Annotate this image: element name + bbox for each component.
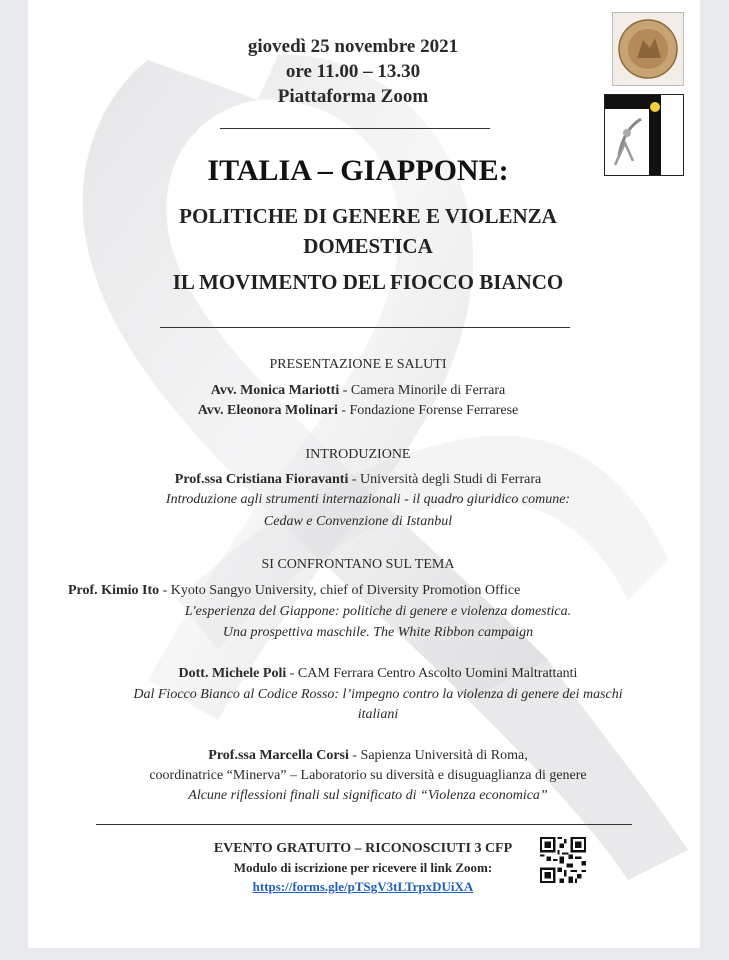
section-heading: SI CONFRONTANO SUL TEMA — [261, 557, 455, 572]
event-details — [208, 34, 498, 109]
section-presentazione — [128, 355, 588, 421]
speaker-row — [128, 381, 588, 401]
section-introduzione — [88, 445, 628, 532]
section-heading: PRESENTAZIONE E SALUTI — [269, 357, 447, 372]
speaker-affiliation: - Camera Minorile di Ferrara — [339, 383, 506, 398]
talk-topic: Cedaw e Convenzione di Istanbul — [263, 514, 453, 529]
event-free-notice: EVENTO GRATUITO – RICONOSCIUTI 3 CFP — [213, 841, 513, 856]
talk-topic-block — [68, 685, 688, 725]
subtitle-line-3: IL MOVIMENTO DEL FIOCCO BIANCO — [172, 270, 564, 294]
event-date: giovedì 25 novembre 2021 — [247, 36, 459, 57]
speaker-role: coordinatrice “Minerva” – Laboratorio su diversità e disuguaglianza di genere — [149, 768, 587, 783]
speaker-row — [128, 401, 588, 421]
event-platform: Piattaforma Zoom — [277, 86, 429, 107]
speaker-row — [68, 746, 668, 766]
talk-topic: Dal Fiocco Bianco al Codice Rosso: l’impegno contro la violenza di genere dei maschi — [133, 687, 623, 702]
subtitle-line-1: POLITICHE DI GENERE E VIOLENZA — [179, 204, 557, 228]
speaker-affiliation: - Università degli Studi di Ferrara — [348, 472, 542, 487]
event-time: ore 11.00 – 13.30 — [285, 61, 421, 82]
talk-topic: Introduzione agli strumenti internazionali - il quadro giuridico comune: — [165, 492, 571, 507]
talk-topic: L'esperienza del Giappone: politiche di genere e violenza domestica. — [184, 604, 572, 619]
fondazione-forense-logo — [612, 12, 684, 86]
talk-topic: italiani — [357, 707, 399, 722]
registration-link[interactable]: https://forms.gle/pTSgV3tLTrpxDUiXA — [252, 879, 474, 894]
speaker-row — [98, 664, 658, 684]
talk-topic: Alcune riflessioni finali sul significato di “Violenza economica” — [188, 788, 548, 803]
camera-minorile-logo — [604, 94, 684, 176]
talk-topic: Una prospettiva maschile. The White Ribbon campaign — [222, 625, 534, 640]
speaker-affiliation: - Kyoto Sangyo University, chief of Diversity Promotion Office — [159, 583, 521, 598]
main-title: ITALIA – GIAPPONE: — [207, 154, 509, 187]
header-divider — [220, 128, 490, 129]
subtitle-line-2: DOMESTICA — [303, 234, 433, 258]
speaker-block — [68, 746, 668, 806]
speaker-name: Prof.ssa Marcella Corsi — [208, 748, 349, 763]
speaker-row — [88, 470, 628, 490]
subtitle — [108, 201, 628, 297]
speaker-affiliation: - Fondazione Forense Ferrarese — [337, 403, 519, 418]
section-heading: INTRODUZIONE — [305, 447, 411, 462]
speaker-name: Prof.ssa Cristiana Fioravanti — [174, 472, 349, 487]
registration-label: Modulo di iscrizione per ricevere il link Zoom: — [233, 860, 493, 875]
speaker-name: Dott. Michele Poli — [178, 666, 287, 681]
title-divider — [160, 327, 570, 328]
speaker-name: Avv. Eleonora Molinari — [197, 403, 338, 418]
speaker-row — [68, 581, 688, 601]
qr-code-icon[interactable] — [540, 837, 586, 883]
flyer-page — [28, 0, 700, 948]
speaker-affiliation: - CAM Ferrara Centro Ascolto Uomini Maltrattanti — [286, 666, 578, 681]
speaker-name: Avv. Monica Mariotti — [210, 383, 340, 398]
speaker-affiliation: - Sapienza Università di Roma, — [348, 748, 528, 763]
registration-info — [178, 839, 548, 896]
talk-topic-block — [118, 601, 638, 643]
footer-divider — [96, 824, 632, 825]
speaker-name: Prof. Kimio Ito — [68, 583, 160, 598]
